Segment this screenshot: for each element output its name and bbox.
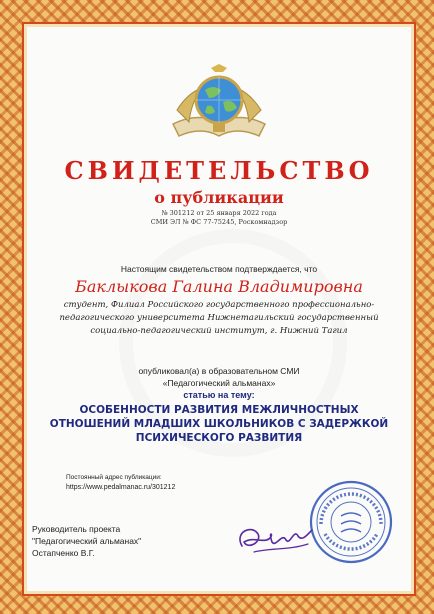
almanac-name: «Педагогический альманах» [162, 378, 276, 388]
article-topic: ОСОБЕННОСТИ РАЗВИТИЯ МЕЖЛИЧНОСТНЫХ ОТНОШЕНИЙ МЛАДШИХ ШКОЛЬНИКОВ С ЗАДЕРЖКОЙ ПСИХИЧЕСКОГО РАЗВИТИЯ [49, 404, 389, 444]
certificate-inner-panel [22, 22, 416, 596]
signer-name: Остапченко В.Г. [32, 548, 95, 558]
recipient-name: Баклыкова Галина Владимировна [75, 277, 363, 296]
permanent-address-link[interactable]: https://www.pedalmanac.ru/301212 [66, 484, 176, 491]
signer-project: "Педагогический альманах" [32, 536, 142, 546]
article-label: статью на тему: [183, 390, 255, 400]
media-registration: СМИ ЭЛ № ФС 77-75245, Роскомнадзор [150, 218, 288, 226]
globe-emblem-icon [167, 64, 271, 146]
certificate-subtitle: о публикации [154, 188, 284, 207]
confirmation-text: Настоящим свидетельством подтверждается, что [120, 264, 318, 274]
certificate-number: № 301212 от 25 января 2022 года [161, 209, 277, 217]
signer-position: Руководитель проекта [32, 524, 121, 534]
permanent-address-label: Постоянный адрес публикации: [66, 474, 162, 481]
published-text: опубликовал(а) в образовательном СМИ [138, 366, 300, 376]
handwritten-signature-icon [234, 512, 314, 562]
recipient-description: студент, Филиал Российского государственного профессионально-педагогического университета Нижнетагильский государственный социально-педагогический институт, г. Нижний Тагил [59, 300, 379, 336]
certificate-title: СВИДЕТЕЛЬСТВО [64, 156, 374, 185]
seal-stamp-icon [309, 480, 393, 564]
